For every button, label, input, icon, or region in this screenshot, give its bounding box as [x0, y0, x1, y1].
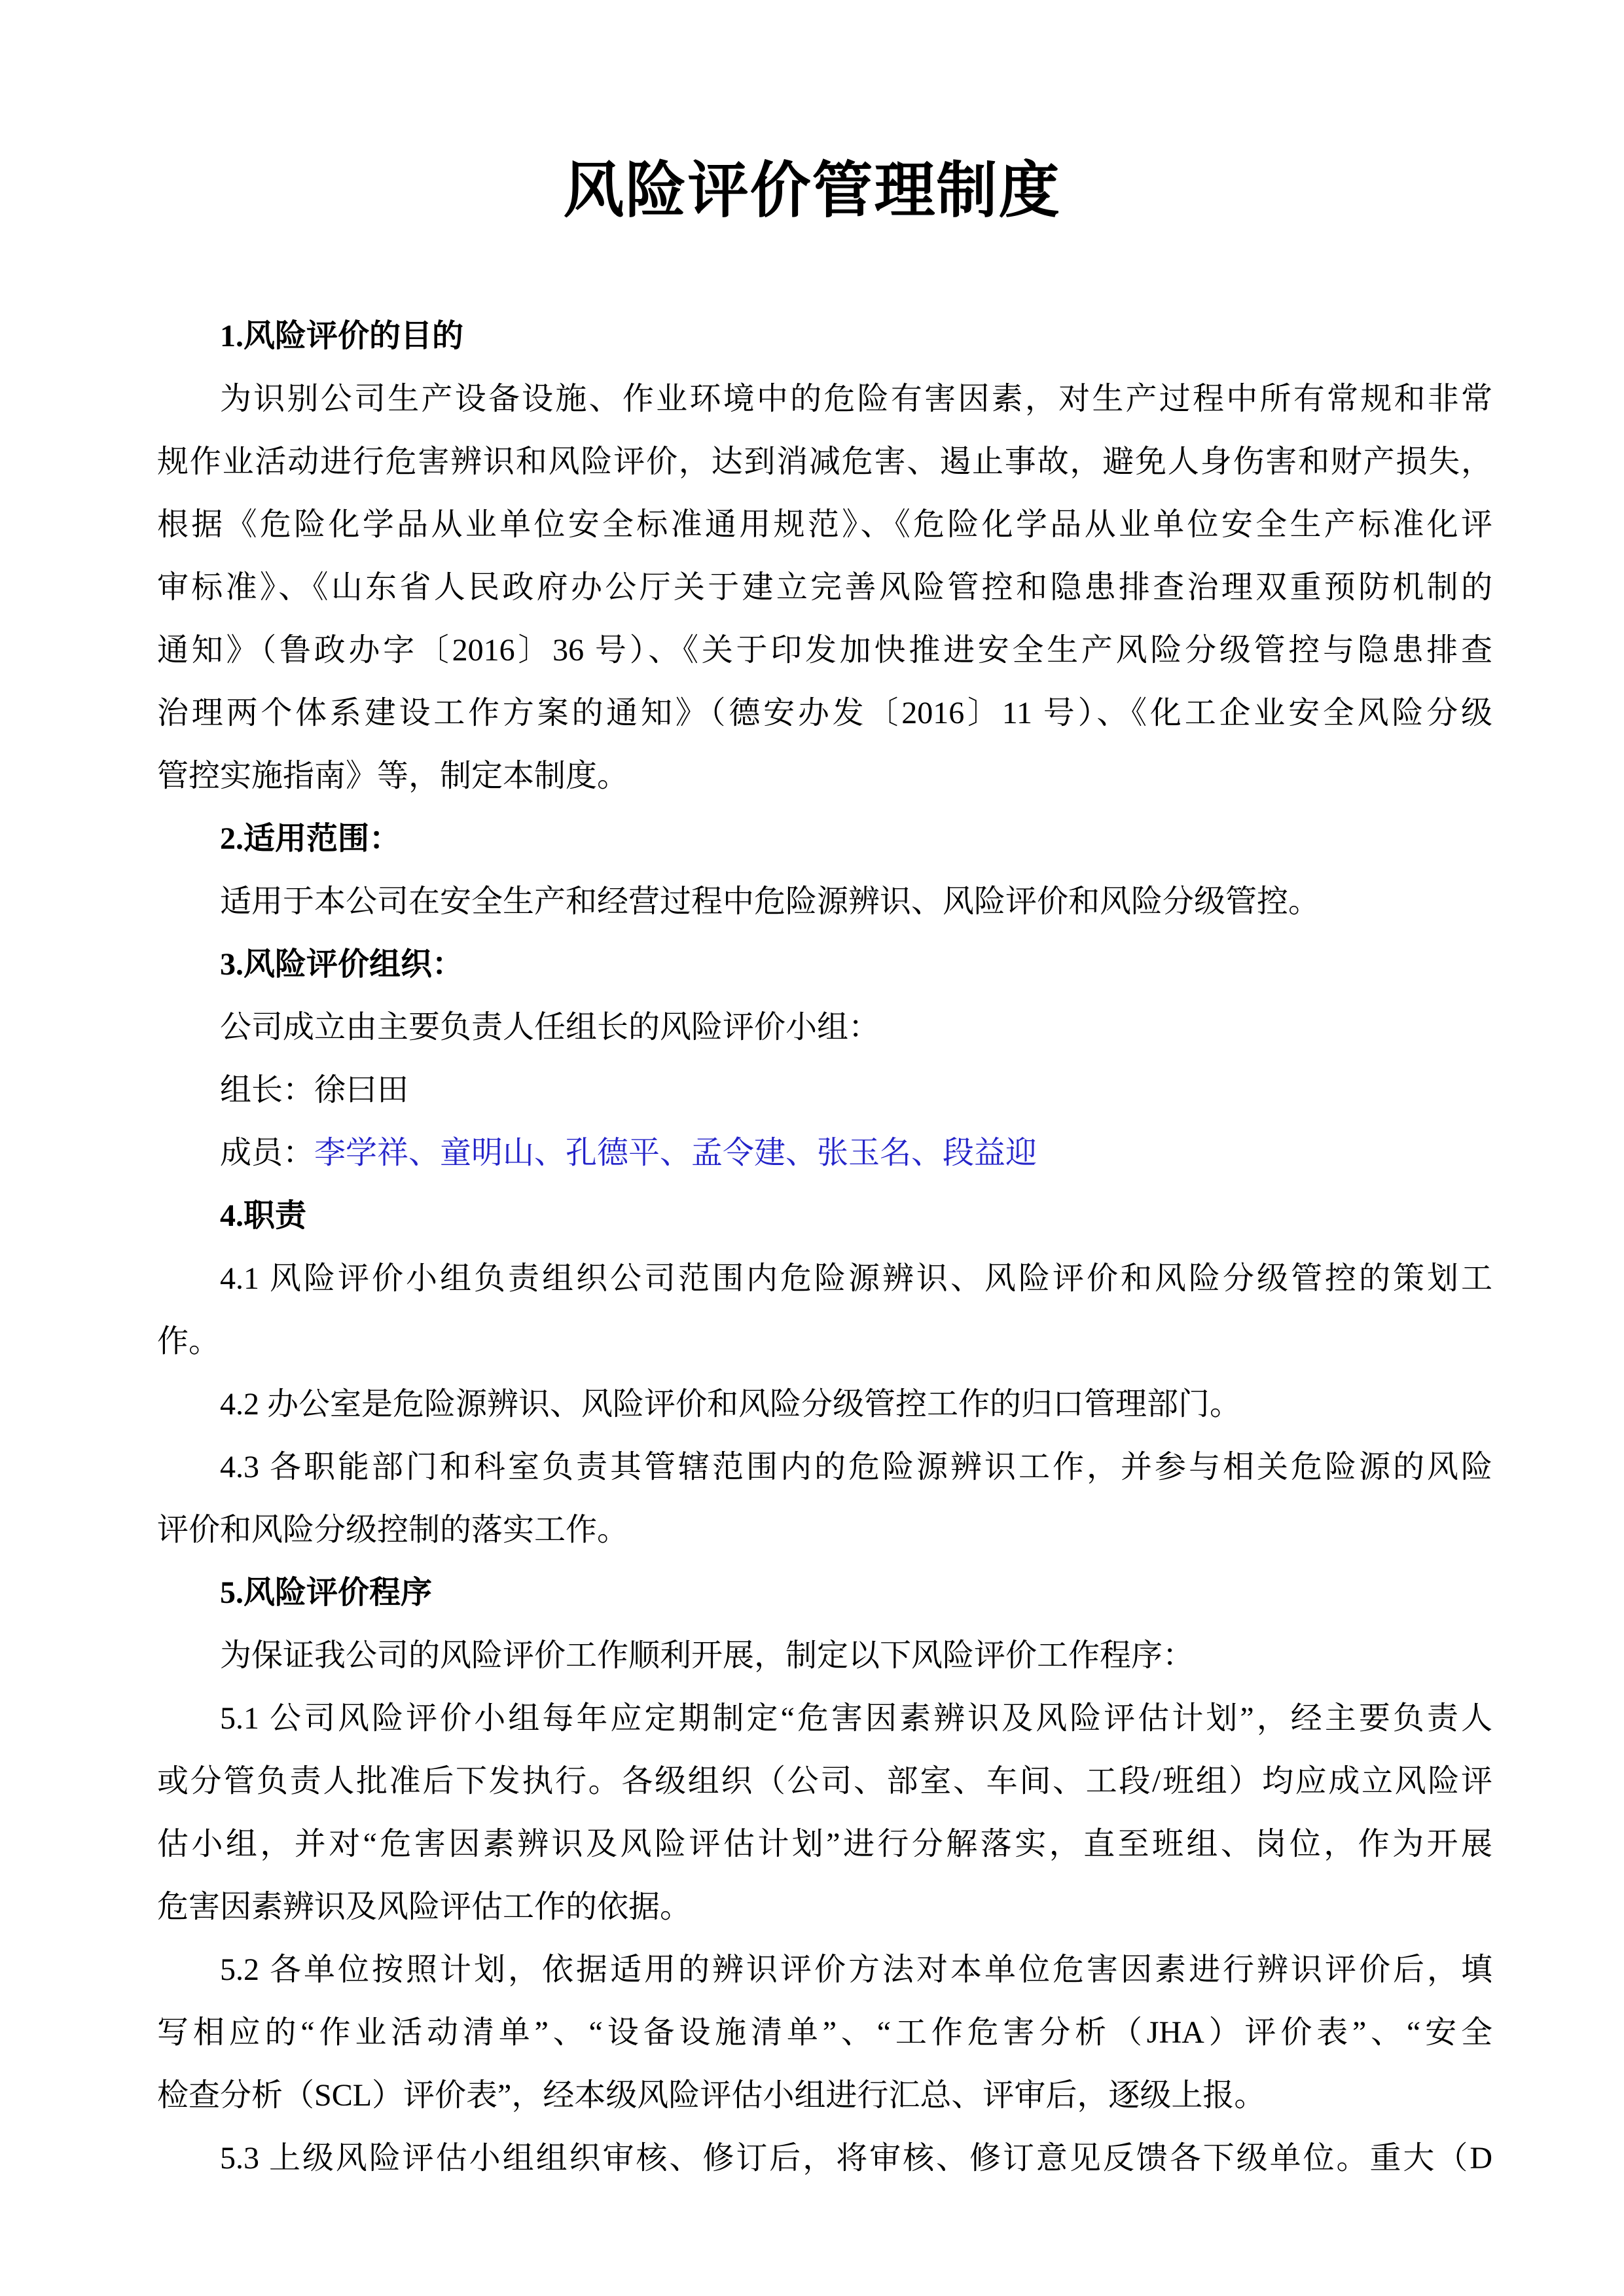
text-line [157, 1939, 1492, 2001]
text-line [157, 1310, 1492, 1373]
text-segment: 治理两个体系建设工作方案的通知》（德安办发〔2016〕11 号）、《化工企业安全风险分级 [157, 696, 1492, 730]
text-segment: 通知》（鲁政办字〔2016〕36 号）、《关于印发加快推进安全生产风险分级管控与隐患排查 [157, 633, 1492, 668]
text-line [157, 1247, 1492, 1310]
text-segment: 检查分析（SCL）评价表”，经本级风险评估小组进行汇总、评审后，逐级上报。 [157, 2078, 1266, 2113]
text-line [157, 1876, 1492, 1939]
document-title: 风险评价管理制度 [563, 158, 1061, 225]
text-line [157, 1436, 1492, 1499]
text-segment: 评价和风险分级控制的落实工作。 [157, 1513, 629, 1547]
text-segment: 4.3 各职能部门和科室负责其管辖范围内的危险源辨识工作，并参与相关危险源的风险 [220, 1450, 1492, 1484]
section-heading [157, 1562, 1492, 1624]
text-line [157, 556, 1492, 619]
text-segment: 4.职责 [220, 1198, 307, 1233]
text-segment: 危害因素辨识及风险评估工作的依据。 [157, 1890, 692, 1924]
text-segment: 李学祥、童明山、孔德平、孟令建、张玉名、段益迎 [314, 1136, 1038, 1170]
text-line [157, 2001, 1492, 2064]
text-segment: 公司成立由主要负责人任组长的风险评价小组： [220, 1010, 880, 1045]
text-segment: 作。 [157, 1324, 221, 1359]
text-segment: 5.风险评价程序 [220, 1575, 433, 1610]
text-segment: 成员： [220, 1136, 315, 1170]
text-line [157, 1624, 1492, 1687]
text-line [157, 368, 1492, 431]
text-line [157, 2064, 1492, 2127]
section-heading [157, 808, 1492, 870]
text-line [157, 2127, 1492, 2190]
text-line [157, 1499, 1492, 1562]
text-segment: 为保证我公司的风险评价工作顺利开展，制定以下风险评价工作程序： [220, 1638, 1195, 1673]
text-line [157, 1059, 1492, 1122]
section-heading [157, 305, 1492, 368]
section-heading [157, 933, 1492, 996]
text-segment: 为识别公司生产设备设施、作业环境中的危险有害因素，对生产过程中所有常规和非常 [220, 382, 1492, 416]
text-segment: 3.风险评价组织： [220, 947, 464, 982]
text-segment: 或分管负责人批准后下发执行。各级组织（公司、部室、车间、工段/班组）均应成立风险评 [157, 1764, 1492, 1799]
text-line [157, 682, 1492, 745]
text-segment: 5.3 上级风险评估小组组织审核、修订后，将审核、修订意见反馈各下级单位。重大（D [220, 2141, 1492, 2176]
text-segment: 估小组，并对“危害因素辨识及风险评估计划”进行分解落实，直至班组、岗位，作为开展 [157, 1827, 1492, 1861]
text-segment: 组长：徐曰田 [220, 1073, 409, 1107]
text-segment: 写相应的“作业活动清单”、“设备设施清单”、“工作危害分析（JHA）评价表”、“安全 [157, 2015, 1492, 2050]
text-line [157, 431, 1492, 493]
document-body [157, 305, 1492, 2190]
text-segment: 根据《危险化学品从业单位安全标准通用规范》、《危险化学品从业单位安全生产标准化评 [157, 507, 1492, 542]
text-segment: 2.适用范围： [220, 821, 401, 856]
text-line [157, 1687, 1492, 1750]
text-line [157, 870, 1492, 933]
text-line [157, 619, 1492, 682]
section-heading [157, 1185, 1492, 1247]
text-line [157, 1122, 1492, 1185]
text-line [157, 745, 1492, 808]
text-line [157, 493, 1492, 556]
text-line [157, 1373, 1492, 1436]
text-segment: 审标准》、《山东省人民政府办公厅关于建立完善风险管控和隐患排查治理双重预防机制的 [157, 570, 1492, 605]
text-line [157, 1813, 1492, 1876]
text-line [157, 1750, 1492, 1813]
text-segment: 5.2 各单位按照计划，依据适用的辨识评价方法对本单位危害因素进行辨识评价后，填 [220, 1952, 1492, 1987]
text-segment: 管控实施指南》等，制定本制度。 [157, 759, 629, 793]
text-segment: 4.1 风险评价小组负责组织公司范围内危险源辨识、风险评价和风险分级管控的策划工 [220, 1261, 1492, 1296]
text-segment: 规作业活动进行危害辨识和风险评价，达到消减危害、遏止事故，避免人身伤害和财产损失， [157, 444, 1492, 479]
text-segment: 5.1 公司风险评价小组每年应定期制定“危害因素辨识及风险评估计划”，经主要负责人 [220, 1701, 1492, 1736]
text-segment: 1.风险评价的目的 [220, 319, 464, 353]
text-line [157, 996, 1492, 1059]
text-segment: 4.2 办公室是危险源辨识、风险评价和风险分级管控工作的归口管理部门。 [220, 1387, 1242, 1422]
text-segment: 适用于本公司在安全生产和经营过程中危险源辨识、风险评价和风险分级管控。 [220, 884, 1320, 919]
